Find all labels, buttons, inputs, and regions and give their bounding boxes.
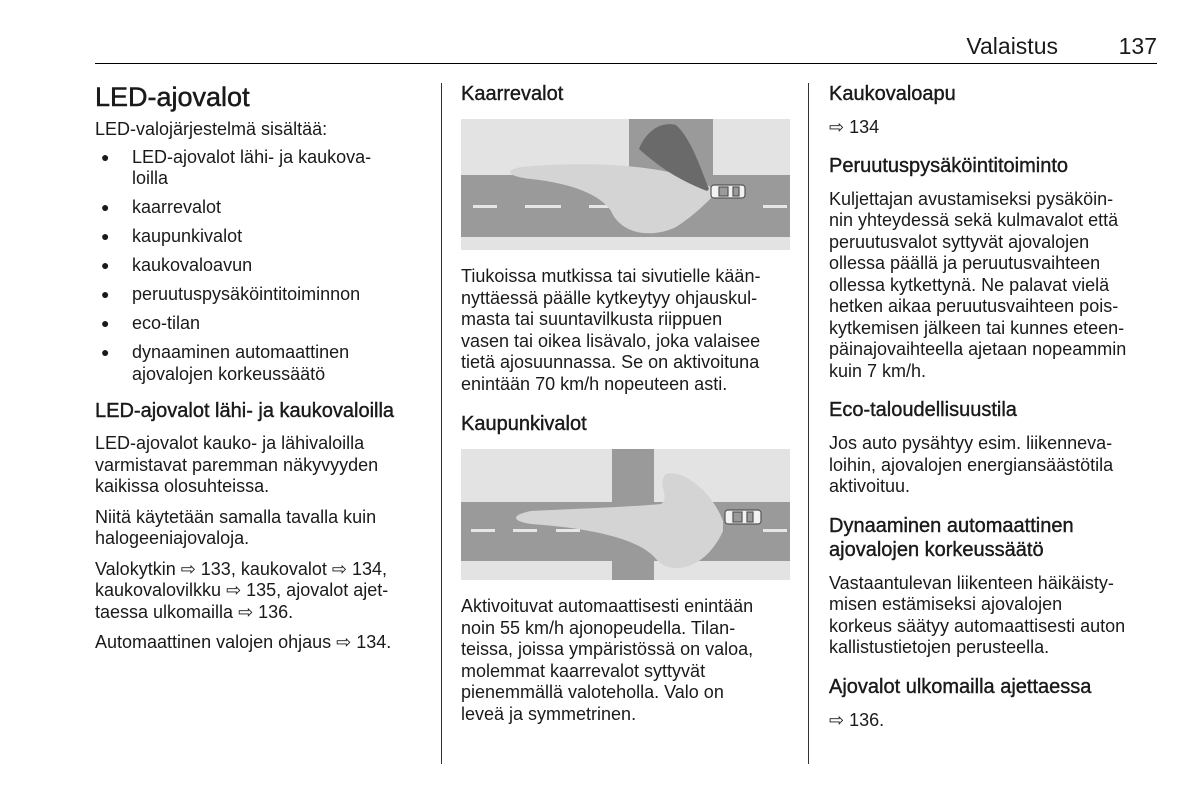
list-item: ● kaarrevalot [95, 197, 430, 219]
city-light-text: Aktivoituvat automaattisesti enintään noin 55 km/h ajonopeudella. Tilan- teissa, joissa ympäristössä on valoa, molemmat kaarrevalot syttyvät pienemmällä valoteholla. Valo on leveä ja symmetrinen. [461, 596, 754, 724]
list-item: ● kaupunkivalot [95, 226, 430, 248]
cornering-light-illustration [461, 119, 790, 250]
dynamic-leveling-heading: Dynaaminen automaattinen ajovalojen korkeussäätö [829, 514, 1074, 561]
section-title: LED-ajovalot [95, 82, 250, 112]
list-item: ● kaukovaloavun [95, 255, 430, 277]
page-reference[interactable]: ⇨ 134 [829, 117, 880, 137]
eco-mode-text: Jos auto pysähtyy esim. liikenneva- loihin, ajovalojen energiansäästötila aktivoituu. [829, 433, 1114, 496]
paragraph: Automaattinen valojen ohjaus ⇨ 134. [95, 632, 392, 652]
dynamic-leveling-text: Vastaantulevan liikenteen häikäisty- misen estämiseksi ajovalojen korkeus säätyy automaattisesti auton kallistustietojen perusteella. [829, 572, 1126, 657]
list-item: ● peruutuspysäköintitoiminnon [95, 284, 430, 306]
paragraph: LED-ajovalot kauko- ja lähivaloilla varmistavat paremman näkyvyyden kaikissa olosuhteissa. [95, 433, 379, 496]
city-light-heading: Kaupunkivalot [461, 413, 587, 435]
column-divider-1 [441, 83, 442, 764]
page-reference[interactable]: ⇨ 136. [829, 709, 885, 730]
paragraph: Niitä käytetään samalla tavalla kuin halogeeniajovaloja. [95, 506, 377, 548]
intro-text: LED-valojärjestelmä sisältää: [95, 119, 328, 139]
paragraph: Valokytkin ⇨ 133, kaukovalot ⇨ 134, kaukovalovilkku ⇨ 135, ajovalot ajet- taessa ulkomailla ⇨ 136. [95, 558, 389, 622]
list-item: ● eco-tilan [95, 313, 430, 335]
subsection-heading: LED-ajovalot lähi- ja kaukovaloilla [95, 400, 395, 422]
eco-mode-heading: Eco-taloudellisuustila [829, 399, 1017, 421]
running-head: Valaistus [966, 33, 1058, 59]
column-2 [461, 82, 791, 725]
header-rule [95, 63, 1157, 64]
column-divider-2 [808, 83, 809, 764]
feature-list [95, 147, 430, 386]
column-1 [95, 82, 430, 654]
page-number: 137 [1118, 33, 1157, 59]
list-item: ● LED-ajovalot lähi- ja kaukova- loilla [95, 147, 430, 190]
reverse-parking-text: Kuljettajan avustamiseksi pysäköin- nin yhteydessä sekä kulmavalot että peruutusvalot syttyvät ajovalojen ollessa päällä ja peruutusvaihteen ollessa kytkettynä. Ne palavat vielä hetken aikaa peruutusvaihteen pois- kytkemisen jälkeen tai kunnes eteen- päinajovaihteella ajetaan nopeammin kuin 7 km/h. [829, 188, 1127, 381]
column-3 [829, 82, 1159, 731]
reverse-parking-heading: Peruutuspysäköintitoiminto [829, 154, 1069, 177]
list-item: ● dynaaminen automaattinen ajovalojen korkeussäätö [95, 342, 430, 385]
city-light-illustration [461, 449, 790, 580]
driving-abroad-heading: Ajovalot ulkomailla ajettaessa [829, 675, 1092, 698]
cornering-light-text: Tiukoissa mutkissa tai sivutielle kään- nyttäessä päälle kytkeytyy ohjauskul- masta tai suuntavilkusta riippuen vasen tai oikea lisävalo, joka valaisee tietä ajosuunnassa. Se on aktivoituna enintään 70 km/h nopeuteen asti. [461, 266, 761, 394]
cornering-light-heading: Kaarrevalot [461, 83, 564, 105]
high-beam-assist-heading: Kaukovaloapu [829, 83, 956, 105]
